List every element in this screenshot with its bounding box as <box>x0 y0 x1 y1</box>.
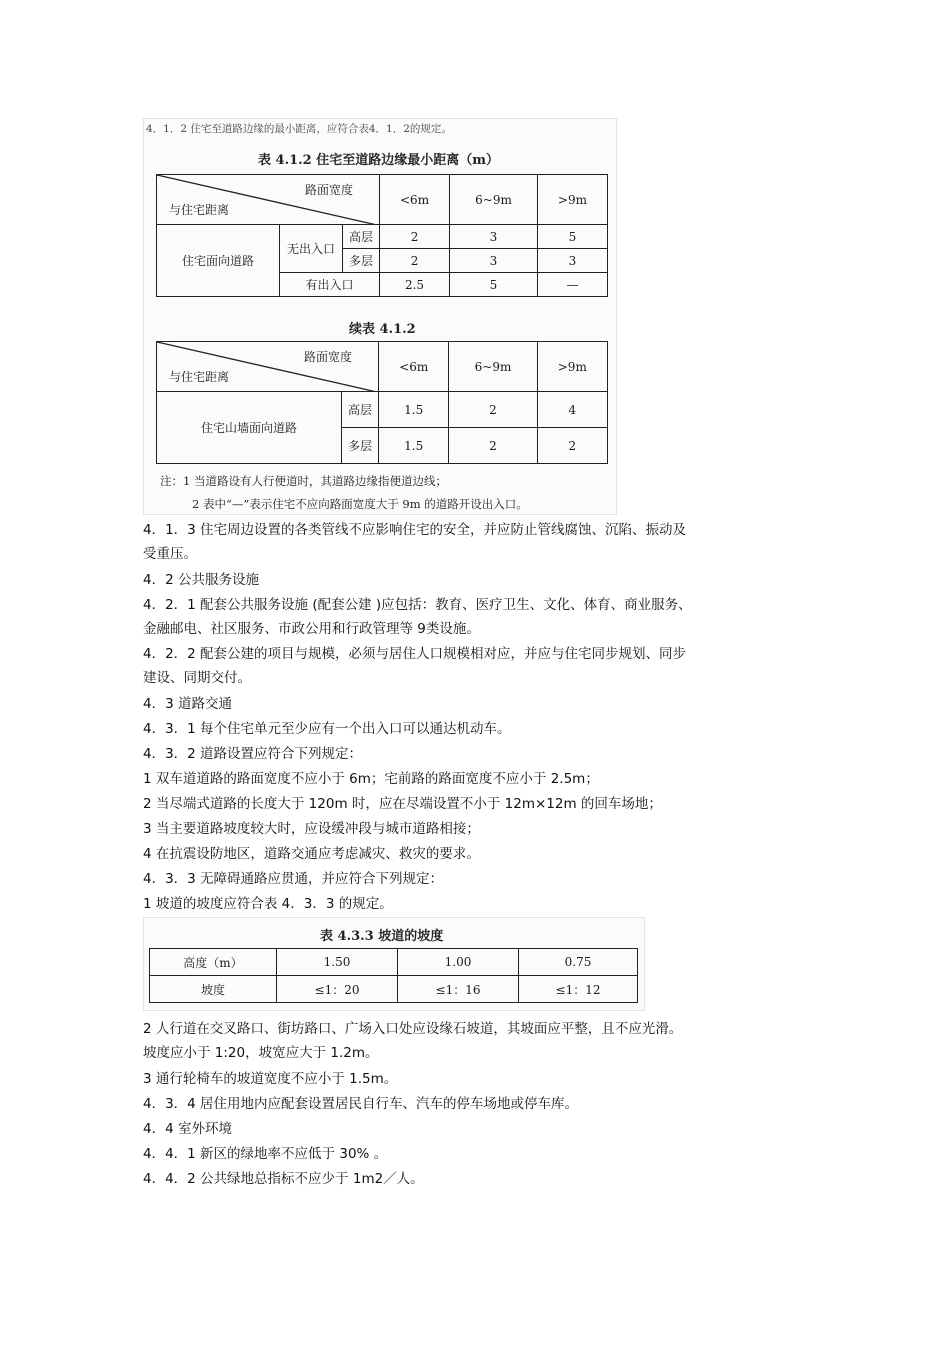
table-cell: 1.00 <box>398 949 519 976</box>
row-label: 高层 <box>343 225 380 249</box>
table-cell: 1.5 <box>379 392 449 428</box>
table-cell: 1.50 <box>277 949 398 976</box>
table-cell: 3 <box>450 225 538 249</box>
header-road-width: 路面宽度 <box>304 183 353 197</box>
header-distance: 与住宅距离 <box>169 203 230 217</box>
row-label: 高层 <box>342 392 379 428</box>
section-heading: 4．4 室外环境 <box>143 1121 232 1137</box>
table-4-3-3 <box>149 948 638 1003</box>
table-cell: ≤1：16 <box>398 976 519 1003</box>
text-line: 建设、同期交付。 <box>143 670 251 686</box>
table-cell: 2 <box>537 428 607 464</box>
text-line: 4．4．1 新区的绿地率不应低于 30% 。 <box>143 1146 388 1162</box>
table-cell: 4 <box>537 392 607 428</box>
row-label: 多层 <box>343 249 380 273</box>
table-cell: 5 <box>450 273 538 297</box>
group-label: 住宅面向道路 <box>157 225 280 297</box>
table-4-3-3-title: 表 4.3.3 坡道的坡度 <box>320 929 444 944</box>
table-cell: 2 <box>449 392 537 428</box>
text-line: 坡度应小于 1:20，坡宽应大于 1.2m。 <box>143 1045 379 1061</box>
table-cell: ≤1：12 <box>519 976 638 1003</box>
col-header: <6m <box>380 175 450 225</box>
section-heading: 4．3 道路交通 <box>143 696 232 712</box>
header-road-width: 路面宽度 <box>303 350 352 364</box>
col-header: 6~9m <box>449 342 537 392</box>
table-cell: ≤1：20 <box>277 976 398 1003</box>
section-heading: 4．2 公共服务设施 <box>143 572 259 588</box>
col-header: 6~9m <box>450 175 538 225</box>
row-label-with-entry: 有出入口 <box>280 273 380 297</box>
text-line: 4．3．2 道路设置应符合下列规定： <box>143 746 363 762</box>
text-line: 4 在抗震设防地区，道路交通应考虑减灾、救灾的要求。 <box>143 846 480 862</box>
table-4-1-2-continued <box>156 341 608 464</box>
group-label: 住宅山墙面向道路 <box>157 392 342 464</box>
col-header: >9m <box>537 342 607 392</box>
diagonal-header-cell <box>157 175 380 225</box>
text-line: 4．2．2 配套公建的项目与规模，必须与居住人口规模相对应，并应与住宅同步规划、同步 <box>143 646 687 662</box>
table-cell: 0.75 <box>519 949 638 976</box>
text-line: 2 人行道在交叉路口、街坊路口、广场入口处应设缘石坡道，其坡面应平整，且不应光滑。 <box>143 1021 683 1037</box>
text-line: 2 当尽端式道路的长度大于 120m 时，应在尽端设置不小于 12m×12m 的回车场地； <box>143 796 662 812</box>
row-label: 高度（m） <box>150 949 277 976</box>
text-line: 1 坡道的坡度应符合表 4．3．3 的规定。 <box>143 896 393 912</box>
table-4-1-2-continued-title: 续表 4.1.2 <box>349 322 416 337</box>
sub-label-no-entry: 无出入口 <box>280 225 343 273</box>
table-4-1-2-title: 表 4.1.2 住宅至道路边缘最小距离（m） <box>258 153 499 168</box>
table-4-1-2 <box>156 174 608 297</box>
table-cell: 3 <box>537 249 607 273</box>
table-cell: 2.5 <box>380 273 450 297</box>
table-cell: — <box>537 273 607 297</box>
table-cell: 2 <box>380 249 450 273</box>
note-2: 2 表中“—”表示住宅不应向路面宽度大于 9m 的道路开设出入口。 <box>192 497 528 511</box>
row-label: 坡度 <box>150 976 277 1003</box>
text-line: 4．4．2 公共绿地总指标不应少于 1m2／人。 <box>143 1171 424 1187</box>
text-line: 4．3．3 无障碍通路应贯通，并应符合下列规定： <box>143 871 444 887</box>
col-header: >9m <box>537 175 607 225</box>
text-line: 受重压。 <box>143 546 197 562</box>
table-cell: 2 <box>449 428 537 464</box>
table-cell: 3 <box>450 249 538 273</box>
table-cell: 5 <box>537 225 607 249</box>
scanned-table-image <box>143 118 617 515</box>
text-line: 4．2．1 配套公共服务设施 (配套公建 )应包括：教育、医疗卫生、文化、体育、商业服务、 <box>143 597 692 613</box>
col-header: <6m <box>379 342 449 392</box>
text-line: 4．3．4 居住用地内应配套设置居民自行车、汽车的停车场地或停车库。 <box>143 1096 579 1112</box>
table-cell: 1.5 <box>379 428 449 464</box>
text-line: 4．1．3 住宅周边设置的各类管线不应影响住宅的安全，并应防止管线腐蚀、沉陷、振动及 <box>143 522 687 538</box>
note-1: 注：1 当道路设有人行便道时，其道路边缘指便道边线； <box>160 474 447 488</box>
text-line: 4．3．1 每个住宅单元至少应有一个出入口可以通达机动车。 <box>143 721 511 737</box>
intro-clause: 4．1．2 住宅至道路边缘的最小距离，应符合表4．1．2的规定。 <box>146 123 452 135</box>
text-line: 1 双车道道路的路面宽度不应小于 6m；宅前路的路面宽度不应小于 2.5m； <box>143 771 599 787</box>
text-line: 3 通行轮椅车的坡道宽度不应小于 1.5m。 <box>143 1071 398 1087</box>
slope-table-image <box>143 917 645 1011</box>
diagonal-header-cell <box>157 342 379 392</box>
text-line: 3 当主要道路坡度较大时，应设缓冲段与城市道路相接； <box>143 821 480 837</box>
table-cell: 2 <box>380 225 450 249</box>
row-label: 多层 <box>342 428 379 464</box>
header-distance: 与住宅距离 <box>169 370 230 384</box>
text-line: 金融邮电、社区服务、市政公用和行政管理等 9类设施。 <box>143 621 480 637</box>
